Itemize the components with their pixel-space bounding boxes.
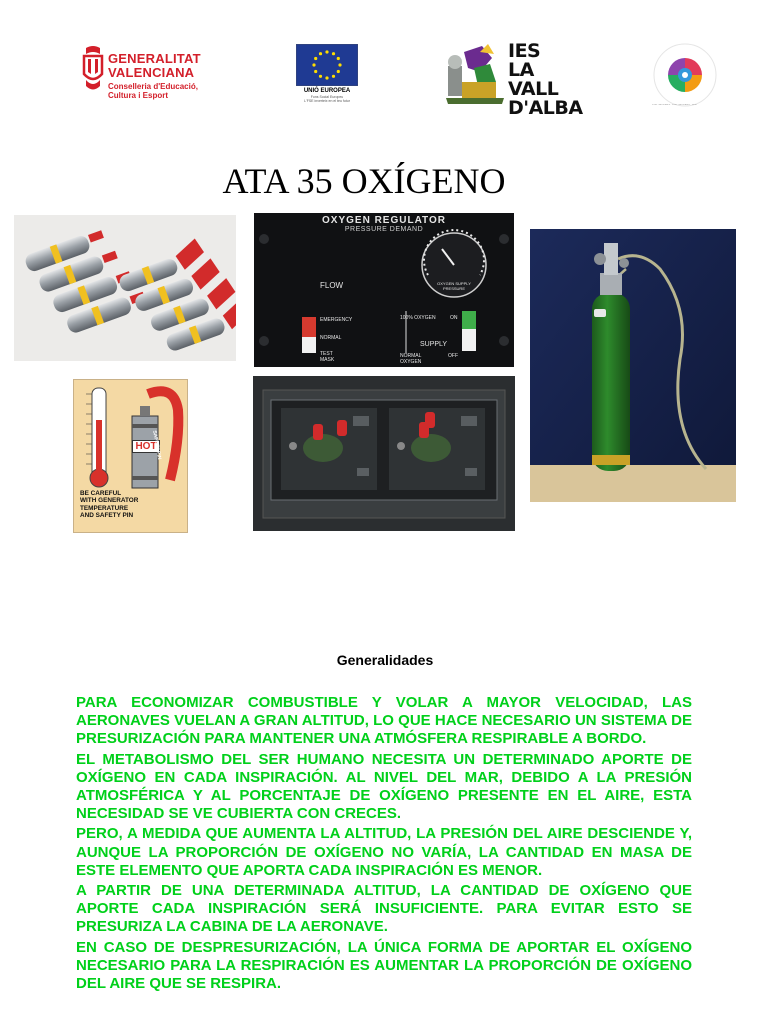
- generalitat-emblem-icon: [80, 44, 106, 94]
- vida-saludable-logo: [652, 42, 718, 108]
- regulator-emergency: EMERGENCY: [320, 317, 353, 323]
- generalitat-sub1: Conselleria d'Educació,: [108, 82, 198, 91]
- mask-panel-image: [253, 376, 515, 531]
- regulator-normal-oxygen: NORMAL OXYGEN: [400, 353, 422, 365]
- hot-generator-sign: [73, 379, 188, 533]
- regulator-supply: SUPPLY: [420, 341, 448, 348]
- vida-saludable-emblem-icon: [652, 42, 718, 108]
- oxygen-generators-image: [14, 215, 236, 361]
- section-heading: Generalidades: [336, 652, 434, 668]
- regulator-on: ON: [450, 315, 458, 321]
- page-title: ATA 35 OXÍGENO: [222, 161, 506, 201]
- paragraph-4: A PARTIR DE UNA DETERMINADA ALTITUD, LA CANTIDAD DE OXÍGENO QUE APORTE CADA INSPIRACIÓN SERÁ INSUFICIENTE. PARA EVITAR ESTO SE PRESURIZA LA CABINA DE LA AERONAVE.: [76, 882, 692, 936]
- hot-caption-1: BE CAREFUL: [80, 490, 122, 497]
- oxygen-mask-panel-photo: [253, 376, 515, 531]
- hot-caption-4: AND SAFETY PIN: [80, 512, 134, 520]
- eu-fine: [296, 95, 358, 103]
- oxygen-bottle-image: [530, 229, 736, 502]
- oxygen-bottle-photo: [530, 229, 736, 502]
- body-text: [76, 694, 692, 995]
- safety-pin-label: SAFETY PIN: [151, 430, 163, 460]
- oxygen-generators-photo: [14, 215, 236, 361]
- regulator-flow-label: FLOW: [320, 281, 344, 290]
- regulator-subtitle: PRESSURE DEMAND: [344, 226, 424, 233]
- eu-logo: [296, 44, 360, 104]
- ies-line3: D'ALBA: [508, 97, 583, 119]
- paragraph-5: EN CASO DE DESPRESURIZACIÓN, LA ÚNICA FORMA DE APORTAR EL OXÍGENO NECESARIO PARA LA RESPIRACIÓN ES AUMENTAR LA PROPORCIÓN DE OXÍGENO DEL AIRE QUE SE RESPIRA.: [76, 938, 692, 993]
- eu-fine1: Fons Social Europeu: [310, 95, 344, 99]
- eu-flag-icon: [296, 44, 358, 86]
- regulator-off: OFF: [448, 353, 458, 359]
- ies-mascot-icon: [444, 42, 506, 106]
- hot-sign-caption: [80, 490, 184, 520]
- generalitat-valenciana-logo: [80, 44, 230, 98]
- eu-fine2: L'FSE inverteix en el teu futur: [304, 99, 350, 103]
- hot-label: HOT: [132, 440, 160, 453]
- ies-la-vall-dalba-logo: [444, 40, 583, 119]
- oxygen-regulator-photo: [254, 213, 514, 367]
- regulator-100-oxygen: 100% OXYGEN: [400, 315, 436, 321]
- paragraph-1: PARA ECONOMIZAR COMBUSTIBLE Y VOLAR A MAYOR VELOCIDAD, LAS AERONAVES VUELAN A GRAN ALTITUD, LO QUE HACE NECESARIO UN SISTEMA DE PRESURIZACIÓN PARA MANTENER UNA ATMÓSFERA RESPIRABLE A BORDO.: [76, 694, 692, 748]
- ies-line2: LA VALL: [508, 59, 559, 100]
- hot-caption-3: TEMPERATURE: [80, 504, 129, 512]
- generalitat-text: [108, 52, 201, 100]
- generalitat-sub2: Cultura i Esport: [108, 91, 169, 100]
- eu-label: UNIÓ EUROPEA: [303, 88, 351, 94]
- salud-ring-text: VIDA · SALUDABLE · VIDA · SALUDABLE · VIDA: [652, 104, 697, 106]
- hot-caption-2: WITH GENERATOR: [80, 497, 139, 505]
- regulator-normal: NORMAL: [320, 335, 342, 341]
- generalitat-line2: VALENCIANA: [108, 65, 195, 80]
- regulator-test-mask: TEST MASK: [320, 351, 335, 363]
- regulator-title: OXYGEN REGULATOR: [322, 215, 446, 226]
- generalitat-sub: [108, 82, 201, 100]
- paragraph-2: EL METABOLISMO DEL SER HUMANO NECESITA UN DETERMINADO APORTE DE OXÍGENO EN CADA INSPIRACIÓN. AL NIVEL DEL MAR, DEBIDO A LA PRESIÓN ATMOSFÉRICA Y AL PORCENTAJE DE OXÍGENO PRESENTE EN EL AIRE, ESTA NECESIDAD SE VE CUBIERTA CON CRECES.: [76, 750, 692, 823]
- generalitat-line1: GENERALITAT: [108, 51, 201, 66]
- ies-line1: IES: [508, 40, 541, 62]
- regulator-gauge-label: OXYGEN SUPPLY PRESSURE: [437, 281, 471, 291]
- paragraph-3: PERO, A MEDIDA QUE AUMENTA LA ALTITUD, LA PRESIÓN DEL AIRE DESCIENDE Y, AUNQUE LA PROPORCIÓN DE OXÍGENO NO VARÍA, LA CANTIDAD EN MASA DE ESTE ELEMENTO QUE APORTA CADA INSPIRACIÓN ES MENOR.: [76, 825, 692, 879]
- ies-text: [508, 42, 583, 118]
